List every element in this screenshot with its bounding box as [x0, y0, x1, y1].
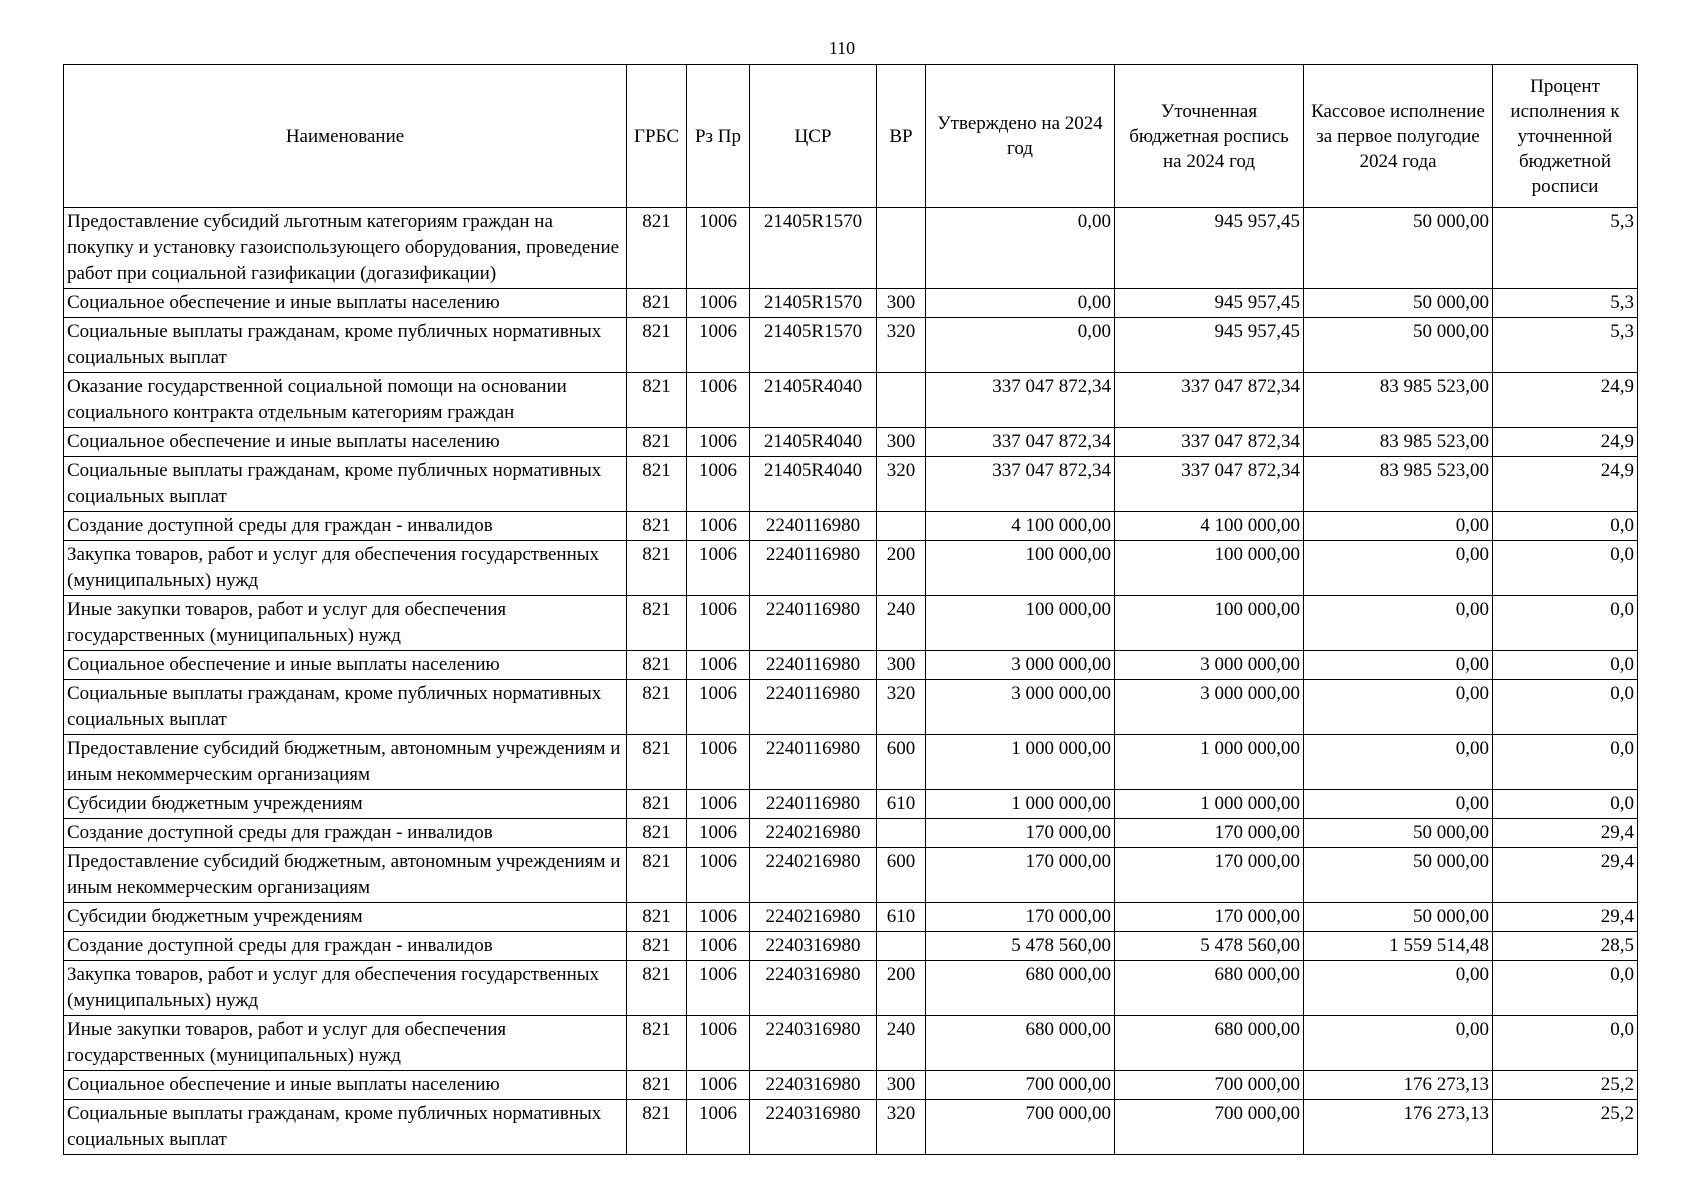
cell-name: Субсидии бюджетным учреждениям: [64, 903, 627, 932]
table-row: [64, 961, 1638, 1016]
table-body: [64, 208, 1638, 1155]
cell-grbs: 821: [627, 512, 687, 541]
cell-grbs: 821: [627, 541, 687, 596]
cell-percent: 29,4: [1493, 903, 1638, 932]
cell-csr: 2240316980: [750, 961, 877, 1016]
cell-rzpr: 1006: [687, 1016, 750, 1071]
cell-grbs: 821: [627, 1100, 687, 1155]
cell-vr: 320: [877, 680, 926, 735]
cell-rzpr: 1006: [687, 735, 750, 790]
cell-percent: 0,0: [1493, 961, 1638, 1016]
cell-name: Предоставление субсидий бюджетным, автономным учреждениям и иным некоммерческим организациям: [64, 735, 627, 790]
cell-vr: 610: [877, 903, 926, 932]
cell-rzpr: 1006: [687, 848, 750, 903]
cell-csr: 21405R1570: [750, 289, 877, 318]
cell-percent: 0,0: [1493, 512, 1638, 541]
cell-cash: 83 985 523,00: [1304, 373, 1493, 428]
table-row: [64, 428, 1638, 457]
cell-approved: 700 000,00: [926, 1100, 1115, 1155]
cell-csr: 2240216980: [750, 819, 877, 848]
cell-rzpr: 1006: [687, 596, 750, 651]
cell-rzpr: 1006: [687, 512, 750, 541]
cell-approved: 0,00: [926, 318, 1115, 373]
cell-percent: 0,0: [1493, 680, 1638, 735]
cell-rzpr: 1006: [687, 651, 750, 680]
cell-refined: 680 000,00: [1115, 1016, 1304, 1071]
cell-csr: 2240316980: [750, 932, 877, 961]
cell-grbs: 821: [627, 819, 687, 848]
page-number: 110: [828, 38, 856, 58]
cell-refined: 700 000,00: [1115, 1071, 1304, 1100]
cell-rzpr: 1006: [687, 903, 750, 932]
cell-percent: 0,0: [1493, 596, 1638, 651]
cell-rzpr: 1006: [687, 428, 750, 457]
cell-refined: 945 957,45: [1115, 208, 1304, 289]
cell-rzpr: 1006: [687, 541, 750, 596]
cell-refined: 100 000,00: [1115, 596, 1304, 651]
cell-vr: 300: [877, 651, 926, 680]
cell-vr: [877, 512, 926, 541]
header-grbs: ГРБС: [627, 65, 687, 208]
cell-grbs: 821: [627, 651, 687, 680]
header-rzpr: Рз Пр: [687, 65, 750, 208]
cell-cash: 50 000,00: [1304, 819, 1493, 848]
table-row: [64, 318, 1638, 373]
cell-name: Социальные выплаты гражданам, кроме публичных нормативных социальных выплат: [64, 1100, 627, 1155]
cell-refined: 5 478 560,00: [1115, 932, 1304, 961]
table-header-row: [64, 65, 1638, 208]
cell-refined: 170 000,00: [1115, 819, 1304, 848]
budget-table: [63, 64, 1638, 1155]
cell-refined: 680 000,00: [1115, 961, 1304, 1016]
cell-name: Социальные выплаты гражданам, кроме публичных нормативных социальных выплат: [64, 457, 627, 512]
cell-name: Закупка товаров, работ и услуг для обеспечения государственных (муниципальных) нужд: [64, 961, 627, 1016]
cell-csr: 2240316980: [750, 1016, 877, 1071]
cell-csr: 2240116980: [750, 651, 877, 680]
cell-csr: 21405R1570: [750, 208, 877, 289]
header-name: Наименование: [64, 65, 627, 208]
cell-grbs: 821: [627, 1071, 687, 1100]
cell-percent: 0,0: [1493, 1016, 1638, 1071]
header-csr: ЦСР: [750, 65, 877, 208]
cell-percent: 29,4: [1493, 819, 1638, 848]
cell-csr: 2240116980: [750, 790, 877, 819]
cell-name: Социальное обеспечение и иные выплаты населению: [64, 1071, 627, 1100]
table-row: [64, 848, 1638, 903]
cell-approved: 170 000,00: [926, 903, 1115, 932]
cell-rzpr: 1006: [687, 457, 750, 512]
cell-grbs: 821: [627, 848, 687, 903]
cell-refined: 4 100 000,00: [1115, 512, 1304, 541]
cell-percent: 25,2: [1493, 1071, 1638, 1100]
cell-vr: 600: [877, 735, 926, 790]
cell-refined: 1 000 000,00: [1115, 790, 1304, 819]
cell-rzpr: 1006: [687, 961, 750, 1016]
cell-grbs: 821: [627, 318, 687, 373]
cell-refined: 170 000,00: [1115, 903, 1304, 932]
cell-grbs: 821: [627, 1016, 687, 1071]
cell-cash: 0,00: [1304, 596, 1493, 651]
cell-percent: 29,4: [1493, 848, 1638, 903]
header-approved: Утверждено на 2024 год: [926, 65, 1115, 208]
cell-grbs: 821: [627, 961, 687, 1016]
cell-cash: 50 000,00: [1304, 208, 1493, 289]
cell-vr: 200: [877, 541, 926, 596]
table-row: [64, 289, 1638, 318]
cell-cash: 176 273,13: [1304, 1071, 1493, 1100]
cell-rzpr: 1006: [687, 289, 750, 318]
cell-name: Оказание государственной социальной помощи на основании социального контракта отдельным категориям граждан: [64, 373, 627, 428]
cell-rzpr: 1006: [687, 819, 750, 848]
cell-vr: 320: [877, 1100, 926, 1155]
cell-vr: 240: [877, 596, 926, 651]
cell-rzpr: 1006: [687, 373, 750, 428]
cell-rzpr: 1006: [687, 1100, 750, 1155]
cell-approved: 5 478 560,00: [926, 932, 1115, 961]
table-row: [64, 680, 1638, 735]
cell-cash: 50 000,00: [1304, 318, 1493, 373]
cell-name: Закупка товаров, работ и услуг для обеспечения государственных (муниципальных) нужд: [64, 541, 627, 596]
table-row: [64, 208, 1638, 289]
cell-cash: 0,00: [1304, 961, 1493, 1016]
cell-vr: 610: [877, 790, 926, 819]
cell-cash: 0,00: [1304, 735, 1493, 790]
cell-name: Иные закупки товаров, работ и услуг для обеспечения государственных (муниципальных) нужд: [64, 1016, 627, 1071]
cell-cash: 50 000,00: [1304, 848, 1493, 903]
cell-vr: 300: [877, 1071, 926, 1100]
cell-refined: 100 000,00: [1115, 541, 1304, 596]
cell-approved: 100 000,00: [926, 596, 1115, 651]
cell-grbs: 821: [627, 596, 687, 651]
table-row: [64, 735, 1638, 790]
cell-csr: 21405R4040: [750, 373, 877, 428]
table-row: [64, 903, 1638, 932]
cell-refined: 337 047 872,34: [1115, 373, 1304, 428]
cell-name: Социальные выплаты гражданам, кроме публичных нормативных социальных выплат: [64, 318, 627, 373]
cell-name: Социальные выплаты гражданам, кроме публичных нормативных социальных выплат: [64, 680, 627, 735]
cell-percent: 25,2: [1493, 1100, 1638, 1155]
cell-approved: 170 000,00: [926, 848, 1115, 903]
cell-cash: 0,00: [1304, 680, 1493, 735]
cell-name: Предоставление субсидий льготным категориям граждан на покупку и установку газоиспользующего оборудования, проведение работ при социальной газификации (догазификации): [64, 208, 627, 289]
cell-grbs: 821: [627, 428, 687, 457]
cell-grbs: 821: [627, 208, 687, 289]
cell-name: Иные закупки товаров, работ и услуг для обеспечения государственных (муниципальных) нужд: [64, 596, 627, 651]
cell-name: Социальное обеспечение и иные выплаты населению: [64, 651, 627, 680]
cell-percent: 24,9: [1493, 373, 1638, 428]
cell-approved: 700 000,00: [926, 1071, 1115, 1100]
cell-csr: 2240116980: [750, 541, 877, 596]
cell-vr: 200: [877, 961, 926, 1016]
cell-vr: [877, 373, 926, 428]
cell-refined: 700 000,00: [1115, 1100, 1304, 1155]
cell-name: Социальное обеспечение и иные выплаты населению: [64, 289, 627, 318]
cell-approved: 1 000 000,00: [926, 790, 1115, 819]
cell-percent: 24,9: [1493, 457, 1638, 512]
cell-csr: 2240216980: [750, 848, 877, 903]
table-row: [64, 373, 1638, 428]
cell-refined: 337 047 872,34: [1115, 457, 1304, 512]
cell-name: Создание доступной среды для граждан - инвалидов: [64, 932, 627, 961]
cell-grbs: 821: [627, 790, 687, 819]
cell-name: Предоставление субсидий бюджетным, автономным учреждениям и иным некоммерческим организациям: [64, 848, 627, 903]
cell-cash: 50 000,00: [1304, 903, 1493, 932]
header-refined: Уточненная бюджетная роспись на 2024 год: [1115, 65, 1304, 208]
cell-approved: 100 000,00: [926, 541, 1115, 596]
cell-cash: 0,00: [1304, 1016, 1493, 1071]
cell-grbs: 821: [627, 457, 687, 512]
cell-cash: 0,00: [1304, 512, 1493, 541]
table-row: [64, 932, 1638, 961]
cell-percent: 0,0: [1493, 541, 1638, 596]
cell-refined: 945 957,45: [1115, 318, 1304, 373]
cell-cash: 83 985 523,00: [1304, 457, 1493, 512]
cell-cash: 83 985 523,00: [1304, 428, 1493, 457]
cell-approved: 0,00: [926, 208, 1115, 289]
cell-rzpr: 1006: [687, 932, 750, 961]
table-row: [64, 1100, 1638, 1155]
cell-csr: 2240116980: [750, 512, 877, 541]
cell-approved: 337 047 872,34: [926, 428, 1115, 457]
cell-percent: 0,0: [1493, 735, 1638, 790]
cell-csr: 2240116980: [750, 680, 877, 735]
cell-refined: 170 000,00: [1115, 848, 1304, 903]
cell-grbs: 821: [627, 903, 687, 932]
cell-name: Социальное обеспечение и иные выплаты населению: [64, 428, 627, 457]
cell-grbs: 821: [627, 735, 687, 790]
cell-vr: [877, 819, 926, 848]
cell-grbs: 821: [627, 373, 687, 428]
cell-csr: 2240216980: [750, 903, 877, 932]
cell-csr: 2240116980: [750, 596, 877, 651]
cell-csr: 21405R1570: [750, 318, 877, 373]
cell-percent: 28,5: [1493, 932, 1638, 961]
cell-percent: 5,3: [1493, 318, 1638, 373]
cell-approved: 3 000 000,00: [926, 680, 1115, 735]
cell-refined: 945 957,45: [1115, 289, 1304, 318]
cell-refined: 337 047 872,34: [1115, 428, 1304, 457]
cell-approved: 170 000,00: [926, 819, 1115, 848]
table-row: [64, 457, 1638, 512]
cell-grbs: 821: [627, 680, 687, 735]
table-row: [64, 1016, 1638, 1071]
cell-rzpr: 1006: [687, 680, 750, 735]
cell-grbs: 821: [627, 932, 687, 961]
table-row: [64, 1071, 1638, 1100]
cell-vr: 600: [877, 848, 926, 903]
cell-rzpr: 1006: [687, 790, 750, 819]
cell-rzpr: 1006: [687, 208, 750, 289]
header-percent: Процент исполнения к уточненной бюджетной росписи: [1493, 65, 1638, 208]
table-row: [64, 819, 1638, 848]
cell-vr: [877, 208, 926, 289]
cell-vr: 320: [877, 318, 926, 373]
header-vr: ВР: [877, 65, 926, 208]
cell-refined: 1 000 000,00: [1115, 735, 1304, 790]
cell-cash: 0,00: [1304, 651, 1493, 680]
cell-approved: 4 100 000,00: [926, 512, 1115, 541]
cell-approved: 0,00: [926, 289, 1115, 318]
cell-name: Создание доступной среды для граждан - инвалидов: [64, 819, 627, 848]
cell-csr: 2240116980: [750, 735, 877, 790]
cell-csr: 21405R4040: [750, 428, 877, 457]
cell-vr: 300: [877, 289, 926, 318]
cell-refined: 3 000 000,00: [1115, 680, 1304, 735]
cell-grbs: 821: [627, 289, 687, 318]
cell-vr: 320: [877, 457, 926, 512]
table-row: [64, 541, 1638, 596]
header-cash: Кассовое исполнение за первое полугодие 2024 года: [1304, 65, 1493, 208]
cell-refined: 3 000 000,00: [1115, 651, 1304, 680]
cell-csr: 21405R4040: [750, 457, 877, 512]
cell-csr: 2240316980: [750, 1071, 877, 1100]
cell-name: Субсидии бюджетным учреждениям: [64, 790, 627, 819]
cell-rzpr: 1006: [687, 318, 750, 373]
cell-percent: 0,0: [1493, 790, 1638, 819]
cell-approved: 337 047 872,34: [926, 373, 1115, 428]
cell-cash: 50 000,00: [1304, 289, 1493, 318]
cell-approved: 1 000 000,00: [926, 735, 1115, 790]
cell-cash: 1 559 514,48: [1304, 932, 1493, 961]
cell-name: Создание доступной среды для граждан - инвалидов: [64, 512, 627, 541]
cell-approved: 337 047 872,34: [926, 457, 1115, 512]
cell-percent: 5,3: [1493, 289, 1638, 318]
cell-percent: 24,9: [1493, 428, 1638, 457]
cell-vr: [877, 932, 926, 961]
cell-approved: 680 000,00: [926, 961, 1115, 1016]
cell-rzpr: 1006: [687, 1071, 750, 1100]
cell-approved: 3 000 000,00: [926, 651, 1115, 680]
cell-percent: 5,3: [1493, 208, 1638, 289]
cell-approved: 680 000,00: [926, 1016, 1115, 1071]
cell-vr: 240: [877, 1016, 926, 1071]
table-row: [64, 651, 1638, 680]
table-row: [64, 512, 1638, 541]
cell-csr: 2240316980: [750, 1100, 877, 1155]
cell-percent: 0,0: [1493, 651, 1638, 680]
cell-cash: 0,00: [1304, 541, 1493, 596]
cell-cash: 0,00: [1304, 790, 1493, 819]
cell-cash: 176 273,13: [1304, 1100, 1493, 1155]
table-row: [64, 596, 1638, 651]
cell-vr: 300: [877, 428, 926, 457]
table-row: [64, 790, 1638, 819]
